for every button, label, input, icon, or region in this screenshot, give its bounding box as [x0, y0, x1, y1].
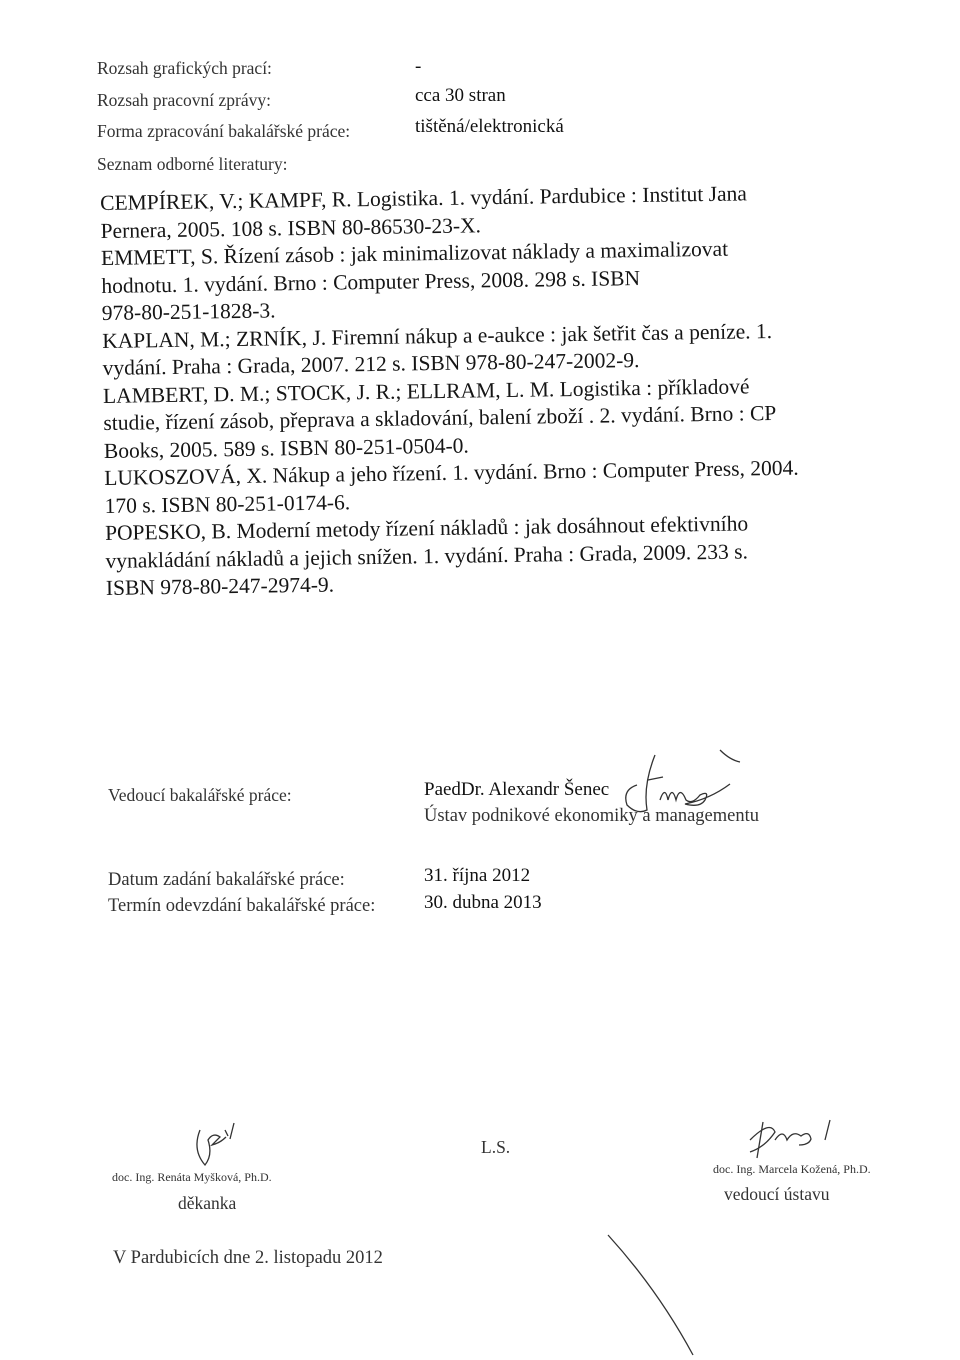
- value-graphics-scope: -: [415, 56, 422, 77]
- supervisor-signature: [600, 740, 740, 830]
- supervisor-name: PaedDr. Alexandr Šenec: [424, 779, 610, 800]
- label-supervisor: Vedoucí bakalářské práce:: [108, 785, 292, 805]
- bib-line: LUKOSZOVÁ, X. Nákup a jeho řízení. 1. vydání. Brno : Computer Press, 2004.: [104, 455, 799, 490]
- supervisor-department: Ústav podnikové ekonomiky a managementu: [424, 806, 759, 826]
- value-thesis-form: tištěná/elektronická: [415, 116, 564, 137]
- seal-placeholder: L.S.: [481, 1137, 511, 1157]
- bib-line: POPESKO, B. Moderní metody řízení nákladů : jak dosáhnout efektivního: [104, 511, 749, 545]
- bib-line: hodnotu. 1. vydání. Brno : Computer Press, 2008. 298 s. ISBN: [101, 265, 641, 298]
- bib-line: KAPLAN, M.; ZRNÍK, J. Firemní nákup a e-aukce : jak šetřit čas a peníze. 1.: [102, 318, 773, 353]
- bib-line: vydání. Praha : Grada, 2007. 212 s. ISBN 978-80-247-2002-9.: [102, 348, 640, 380]
- bibliography: [100, 180, 801, 603]
- head-signature: [735, 1110, 845, 1165]
- dean-name: doc. Ing. Renáta Myšková, Ph.D.: [112, 1170, 272, 1184]
- bib-line: Pernera, 2005. 108 s. ISBN 80-86530-23-X.: [100, 212, 482, 243]
- label-assigned-date: Datum zadání bakalářské práce:: [108, 870, 345, 890]
- bib-line: Books, 2005. 589 s. ISBN 80-251-0504-0.: [103, 433, 469, 463]
- bib-line: CEMPÍREK, V.; KAMPF, R. Logistika. 1. vydání. Pardubice : Institut Jana: [100, 181, 747, 215]
- head-role: vedoucí ústavu: [724, 1184, 830, 1204]
- scan-mark-line: [600, 1230, 700, 1360]
- value-report-scope: cca 30 stran: [415, 85, 506, 106]
- label-thesis-form: Forma zpracování bakalářské práce:: [97, 121, 351, 141]
- label-literature: Seznam odborné literatury:: [97, 154, 288, 174]
- dean-role: děkanka: [178, 1193, 237, 1213]
- label-report-scope: Rozsah pracovní zprávy:: [97, 90, 271, 110]
- dean-signature: [170, 1115, 250, 1175]
- bib-line: 978-80-251-1828-3.: [101, 298, 276, 325]
- bib-line: studie, řízení zásob, přeprava a skladování, balení zboží . 2. vydání. Brno : CP: [103, 400, 777, 435]
- place-date: V Pardubicích dne 2. listopadu 2012: [113, 1248, 383, 1268]
- bib-line: LAMBERT, D. M.; STOCK, J. R.; ELLRAM, L. M. Logistika : příkladové: [102, 373, 750, 408]
- value-deadline: 30. dubna 2013: [424, 892, 542, 913]
- head-name: doc. Ing. Marcela Kožená, Ph.D.: [713, 1162, 871, 1176]
- label-deadline: Termín odevzdání bakalářské práce:: [108, 896, 376, 916]
- bib-line: EMMETT, S. Řízení zásob : jak minimalizovat náklady a maximalizovat: [100, 236, 729, 270]
- label-graphics-scope: Rozsah grafických prací:: [97, 58, 272, 78]
- bib-line: vynakládání nákladů a jejich snížen. 1. vydání. Praha : Grada, 2009. 233 s.: [105, 538, 749, 573]
- bib-line: 170 s. ISBN 80-251-0174-6.: [104, 489, 351, 518]
- value-assigned-date: 31. října 2012: [424, 865, 531, 886]
- bib-line: ISBN 978-80-247-2974-9.: [105, 572, 335, 600]
